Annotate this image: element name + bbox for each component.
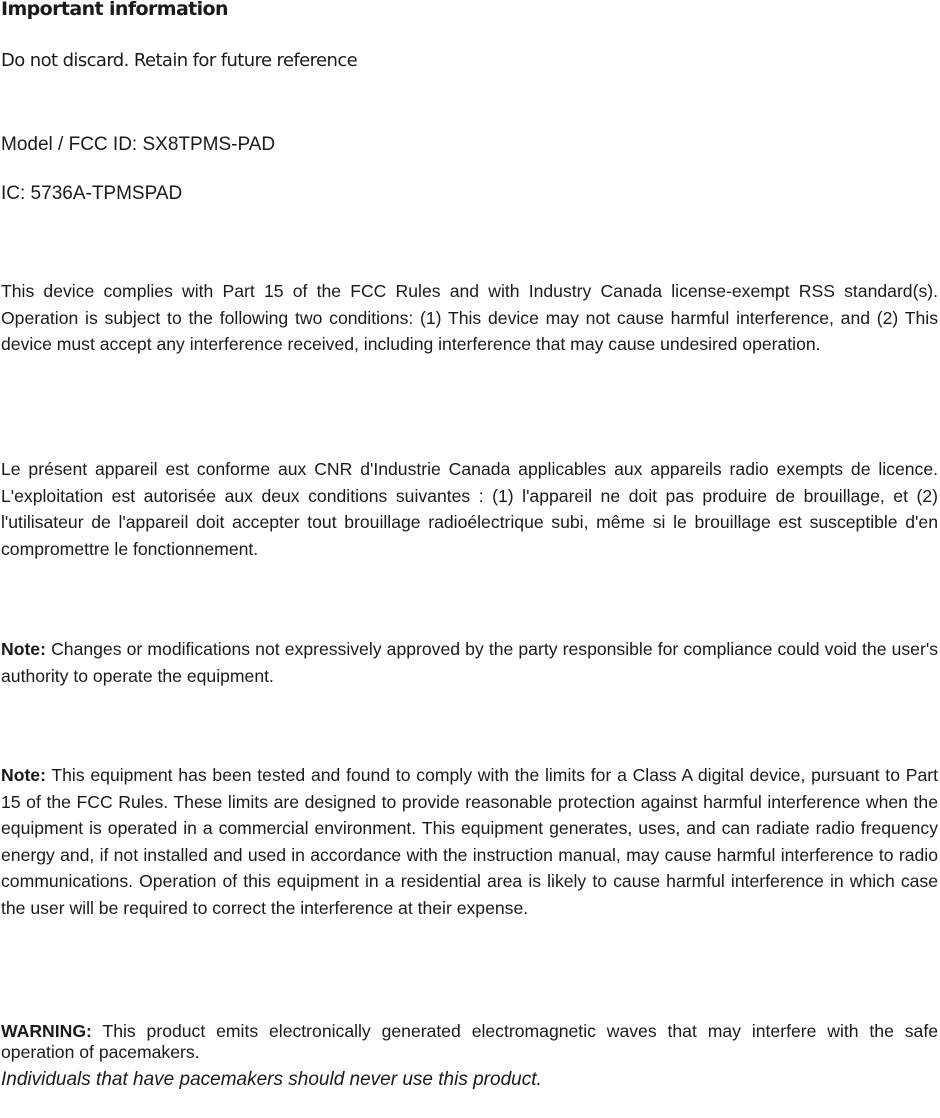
compliance-statement-fr: Le présent appareil est conforme aux CNR d'Industrie Canada applicables aux appareils radio exempts de licence. L'exploitation est autorisée aux deux conditions suivantes : (1) l'appareil ne doit pas produire de brouillage, et (2) l'utilisateur de l'appareil doit accepter tout brouillage radioélectrique subi, même si le brouillage est susceptible d'en compromettre le fonctionnement. xyxy=(1,459,938,559)
note-class-a-text: This equipment has been tested and found to comply with the limits for a Class A digital device, pursuant to Part 15 of the FCC Rules. These limits are designed to provide reasonable protection against harmful interference when the equipment is operated in a commercial environment. This equipment generates, uses, and can radiate radio frequency energy and, if not installed and used in accordance with the instruction manual, may cause harmful interference to radio communications. Operation of this equipment in a residential area is likely to cause harmful interference in which case the user will be required to correct the interference at their expense. xyxy=(1,765,938,918)
warning-text: This product emits electronically generated electromagnetic waves that may interfere with the safe operation of pacemakers. xyxy=(1,1021,938,1062)
document-subtitle: Do not discard. Retain for future reference xyxy=(1,50,358,71)
document-title: Important information xyxy=(1,0,228,20)
note-modifications xyxy=(1,636,938,689)
note-modifications-text: Changes or modifications not expressively approved by the party responsible for compliance could void the user's authority to operate the equipment. xyxy=(1,639,938,686)
pacemaker-note: Individuals that have pacemakers should never use this product. xyxy=(1,1069,542,1090)
compliance-statement-en: This device complies with Part 15 of the FCC Rules and with Industry Canada license-exempt RSS standard(s). Operation is subject to the following two conditions: (1) This device may not cause harmful interference, and (2) This device must accept any interference received, including interference that may cause undesired operation. xyxy=(1,281,938,354)
note-label: Note: xyxy=(1,639,46,659)
model-fcc-id: Model / FCC ID: SX8TPMS-PAD xyxy=(1,134,276,155)
note-class-a xyxy=(1,762,938,921)
note-label: Note: xyxy=(1,765,46,785)
ic-id: IC: 5736A-TPMSPAD xyxy=(1,183,183,204)
warning-label: WARNING: xyxy=(1,1021,92,1041)
warning-pacemakers xyxy=(1,1021,938,1063)
